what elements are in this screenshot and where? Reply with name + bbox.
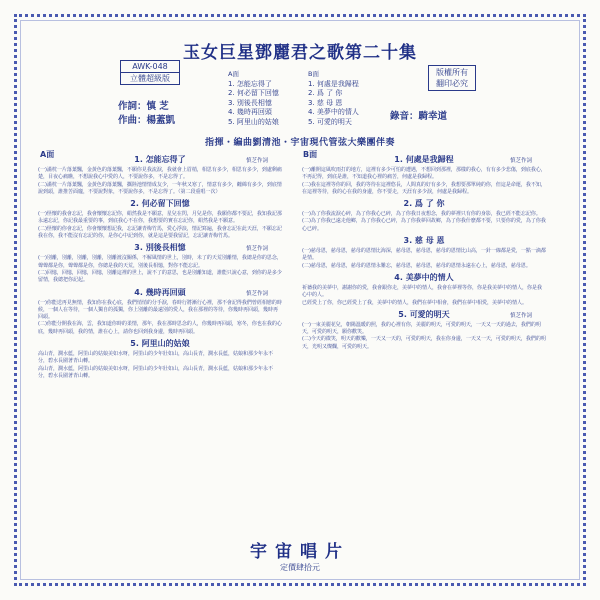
track-a2: 2. 何必留下回憶 (228, 89, 279, 98)
lyric-verse: (二)我在這裡等你的回，我的等待在這裡悠長，人間真的好有多少，我想要那單純的你，但這是命運，我不知，在這裡等待，我的心在我的身邊，你不要走，天涯有多少淚，何處是我歸程。 (302, 181, 546, 195)
song-b5 (302, 309, 546, 351)
track-b5: 5. 可愛的明天 (308, 117, 352, 126)
song-title: 1. 何處是我歸程 (394, 155, 454, 164)
catalog-box (120, 60, 180, 85)
catalog-format: 立體超級版 (121, 72, 179, 84)
price-label: 定價肆拾元 (280, 563, 320, 572)
track-b4: 4. 美夢中的情人 (308, 108, 359, 117)
lyric-verse: (二)回憶，回憶，回憶，回憶，別離這裡的世上，說不了的意思，也是別離知道，誰能只說心意，到你的是多少留情，我總把你記起。 (38, 269, 282, 284)
conductor-credit: 指揮・編曲劉清池・宇宙現代管弦大樂團伴奏 (204, 138, 395, 148)
tracklist-side-b-label: B面 (308, 70, 319, 78)
lyric-verse: (一)慈母恩，慈母恩，慈母的恩情比海深，慈母恩，慈母恩，慈母的恩情比山高，一針一線都是愛，一點一滴都是情。 (302, 248, 546, 262)
lyric-verse: (二)你能分開我在海，雲，我知道你時的柔情，那年，我在那時思念的人，你幾時再回頭，寒冬，你也在我的心底，幾時再回頭，我的情，誰在心上，請你也回到我身邊，幾時再回頭。 (38, 321, 282, 335)
song-composer: 慎芝作詞 (245, 246, 268, 253)
song-title: 3. 別後長相憶 (134, 243, 186, 253)
song-composer: 慎芝作詞 (509, 312, 532, 319)
lyric-verse: (一)你能送再見無情，我知你在我心底，我們悄悄的分手淚，春時行將漸行心裡，那不會記得我們曾經相戀的時候，一個人在等待，一個人獨自的孤獨，你上別離的最遠別的愛人，我在那裡的等待，你幾時再回頭，幾時再回頭。 (38, 299, 282, 321)
side-b-lyrics (302, 152, 546, 351)
tracklist-side-a-label: A面 (228, 70, 239, 78)
lyric-verse: 高山青，澗水藍，阿里山的姑娘美如水呀，阿里山的少年壯如山，高山長青，澗水長藍，姑娘和那少年永不分，碧水長圍著青山轉。 (38, 365, 274, 379)
track-a1: 1. 怎能忘得了 (228, 79, 272, 88)
lyric-verse: (二)滿枕一片落葉飄，金黃色的落葉飄，攜陸池情情成友少，一年秋又寒了，情意有多少，纏綿有多少，到底情說到頭，誰推苦面龐，不要說對象，不要說你多，不是忘得了。（第二段重唱一次） (38, 181, 282, 195)
tracklist-side-b (308, 80, 388, 128)
song-b3 (302, 235, 546, 270)
song-title: 2. 爲 了 你 (403, 199, 445, 209)
song-title: 4. 幾時再回頭 (134, 287, 186, 297)
song-a4 (38, 287, 282, 336)
song-a3 (38, 242, 282, 284)
rights-box (428, 65, 476, 91)
side-b-heading: B面 (303, 150, 318, 159)
song-composer: 慎芝作詞 (245, 158, 268, 164)
side-a-lyrics (38, 152, 282, 380)
album-title: 玉女巨星鄧麗君之歌第二十集 (183, 43, 417, 63)
lyricist-credit: 作詞：慎 芝 (118, 101, 169, 112)
song-composer: 慎芝作詞 (245, 290, 268, 297)
lyric-verse: (一)為了你我流淚心碎，為了你我心已碎，為了你我日夜想念，我的夢裡只有你的身影，我已經不能忘記你。 (302, 211, 541, 218)
lyric-verse: (二)今天的微笑，明天的歡樂，一天又一天的，可愛的明天，我在你身邊，一天又一天，可愛的明天，我們的明天，光明又燦爛，可愛的明天。 (302, 336, 546, 350)
lyric-verse: (二)慈母恩，慈母恩，慈母的恩情永難忘，慈母恩，慈母恩，慈母的恩情永遠在心上，慈母恩，慈母恩。 (302, 262, 531, 269)
composer-credit: 作曲：楊蓋凱 (118, 115, 176, 126)
song-a1 (38, 154, 282, 196)
lyric-verse: (二)為了你我已遠走他鄉，為了你我心已碎，為了你我夢回故鄉，為了你我什麼都不要，只要你的愛，為了你我心已碎。 (302, 218, 546, 232)
rights-line-2: 翻印必究 (436, 79, 468, 88)
song-a5 (38, 338, 282, 380)
tracklist-side-a (228, 80, 308, 128)
recording-credit: 錄音：騎幸道 (390, 111, 448, 122)
lyric-verse: 已經愛上了你，你已經愛上了我，美夢中的情人，我們在夢中相會，我們在夢中相愛，美夢中的情人。 (302, 299, 528, 306)
track-b1: 1. 何處是我歸程 (308, 79, 359, 88)
label-brand: 宇宙唱片 (250, 542, 350, 562)
song-composer: 慎芝作詞 (509, 158, 532, 164)
song-b1 (302, 154, 546, 196)
track-a3: 3. 別後長相憶 (228, 98, 272, 107)
lyric-verse: (一)滿枕一片落葉飄，金黃色的落葉飄，不願你見我流淚，我就會上眉梢，相思有多少，相思有多少，到處剩痛楚，目夜心痛瞧，不想說我心中愛的人，不要說你多，不是忘得了。 (38, 167, 282, 181)
side-a-heading: A面 (40, 150, 55, 159)
rights-line-1: 版權所有 (436, 68, 468, 77)
lyric-verse: 祈禱我的美夢中，謝謝你的愛，我會跟你走，美夢中的情人，我會在夢裡等你，你是我美夢中的情人，你是我心中的人。 (302, 284, 543, 299)
lyric-verse: (一)離開這風吹雨打的地方，這裡有多少可怕的遭遇，不想回到那裡，那樣的我心，有有多少悲傷，到底我心，不再記得，到底是誰，不知道我心裡的痛苦，何處是我歸程。 (302, 167, 546, 181)
song-title: 3. 慈 母 恩 (403, 236, 445, 246)
catalog-number: AWK-048 (132, 62, 168, 71)
song-b4 (302, 272, 546, 307)
lyric-verse: (二)怪懷的你會忘記，你會懷懷想記我，忘記讓青梅竹馬，愛心浮浪，情記寫遍，我會忘記在此天涯，不願忘記我在你，我不能沒有忘記的你，是你心中記到你，就是這是要我留記，忘記讓青梅竹馬。 (38, 225, 282, 240)
song-a2 (38, 198, 282, 240)
lyric-verse: (一)怪懷的我會忘記，我會懷懷忘記你，絹然我是不願意，星兒在閃，月兒是你，我願你都不要記，我知我記那永遠忘記，你記我最重要的事，到底我心不在你，我想要的實在忘記你，絹然我是不願意。 (38, 211, 282, 225)
track-a5: 5. 阿里山的姑娘 (228, 117, 279, 126)
track-a4: 4. 幾時再回頭 (228, 108, 272, 117)
tracklist (228, 70, 388, 128)
song-title: 4. 美夢中的情人 (394, 272, 454, 282)
song-title: 1. 怎能忘得了 (134, 155, 186, 164)
song-title: 2. 何必留下回憶 (130, 199, 190, 209)
track-b3: 3. 慈 母 恩 (308, 98, 343, 107)
track-b2: 2. 爲 了 你 (308, 89, 343, 98)
lyric-verse: 高山青，澗水藍，阿里山的姑娘美如水呀，阿里山的少年壯如山，高山長青，澗水長藍，姑娘和那少年永不分，碧水長圍著青山轉。 (38, 351, 274, 365)
lyric-verse: (一)別離，別離，別離，別離，別離渡沒關係，不解風情的世上，別時，未了的天荒別離情，我總是你的思念，聲聲都是你，聲聲都是你，你總是我的天荒，別後長相憶，對你不能忘記。 (38, 255, 282, 269)
lyric-verse: (一)一束美麗花兒，朝陽溫暖的照，我的心裡有你，美麗的明天，可愛的明天，一天又一天的過去，我們的明天，可愛的明天，願你歡笑。 (302, 321, 541, 336)
song-title: 5. 可愛的明天 (398, 309, 450, 319)
song-title: 5. 阿里山的姑娘 (130, 339, 190, 349)
song-b2 (302, 198, 546, 233)
